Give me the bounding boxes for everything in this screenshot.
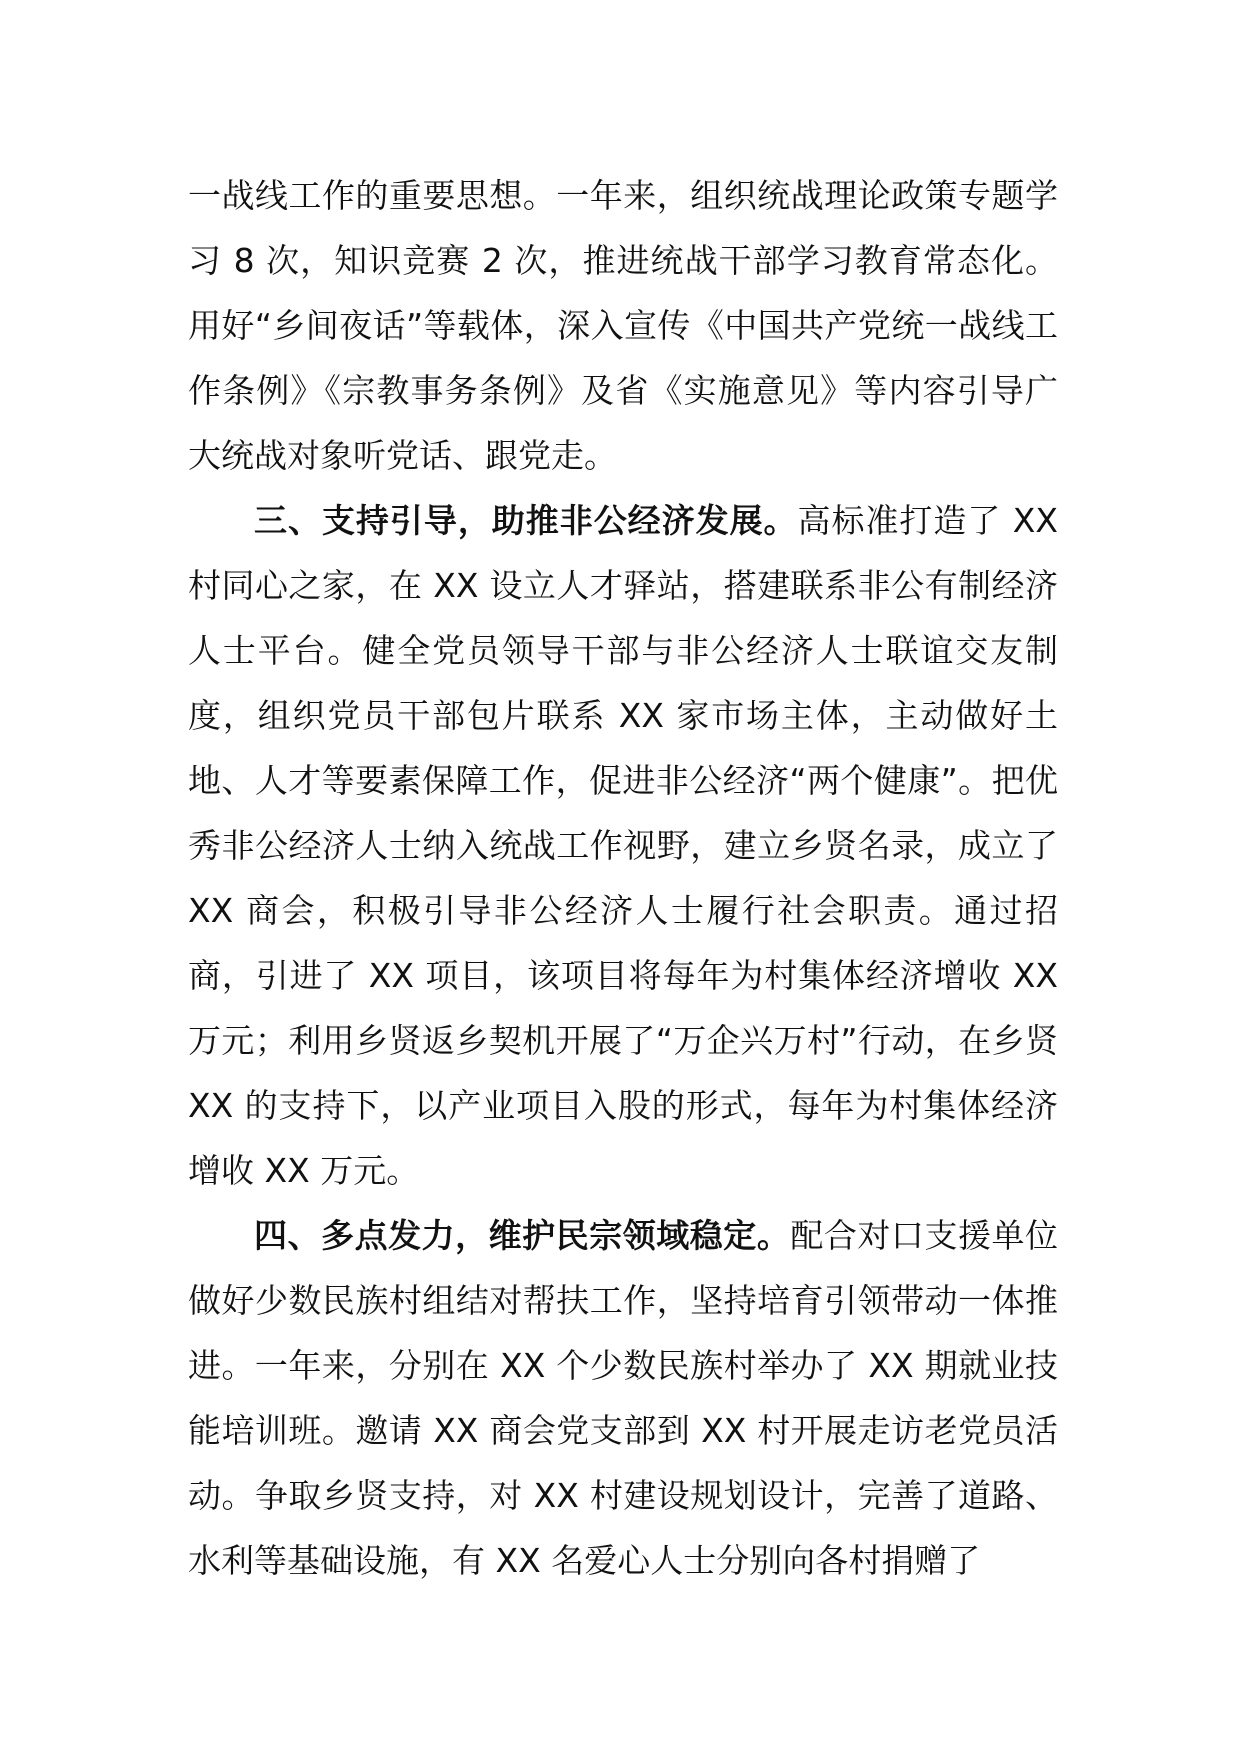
paragraph-1-text: 一战线工作的重要思想。一年来，组织统战理论政策专题学习 8 次，知识竞赛 2 次，推进统战干部学习教育常态化。用好“乡间夜话”等载体，深入宣传《中国共产党统一战线工作条例》《宗教事务条例》及省《实施意见》等内容引导广大统战对象听党话、跟党走。 (188, 176, 1058, 475)
paragraph-continuation (188, 163, 1058, 488)
document-page (188, 163, 1058, 1593)
section-4-heading: 四、多点发力，维护民宗领域稳定。 (254, 1216, 791, 1255)
paragraph-section-4 (188, 1203, 1058, 1593)
section-4-text: 配合对口支援单位做好少数民族村组结对帮扶工作，坚持培育引领带动一体推进。一年来，分别在 XX 个少数民族村举办了 XX 期就业技能培训班。邀请 XX 商会党支部到 XX 村开展走访老党员活动。争取乡贤支持，对 XX 村建设规划设计，完善了道路、水利等基础设施，有 XX 名爱心人士分别向各村捐赠了 (188, 1216, 1059, 1580)
paragraph-section-3 (188, 488, 1058, 1203)
section-3-text: 高标准打造了 XX 村同心之家，在 XX 设立人才驿站，搭建联系非公有制经济人士平台。健全党员领导干部与非公经济人士联谊交友制度，组织党员干部包片联系 XX 家市场主体，主动做好土地、人才等要素保障工作，促进非公经济“两个健康”。把优秀非公经济人士纳入统战工作视野，建立乡贤名录，成立了 XX 商会，积极引导非公经济人士履行社会职责。通过招商，引进了 XX 项目，该项目将每年为村集体经济增收 XX 万元；利用乡贤返乡契机开展了“万企兴万村”行动，在乡贤 XX 的支持下，以产业项目入股的形式，每年为村集体经济增收 XX 万元。 (188, 501, 1058, 1190)
section-3-heading: 三、支持引导，助推非公经济发展。 (254, 501, 798, 540)
